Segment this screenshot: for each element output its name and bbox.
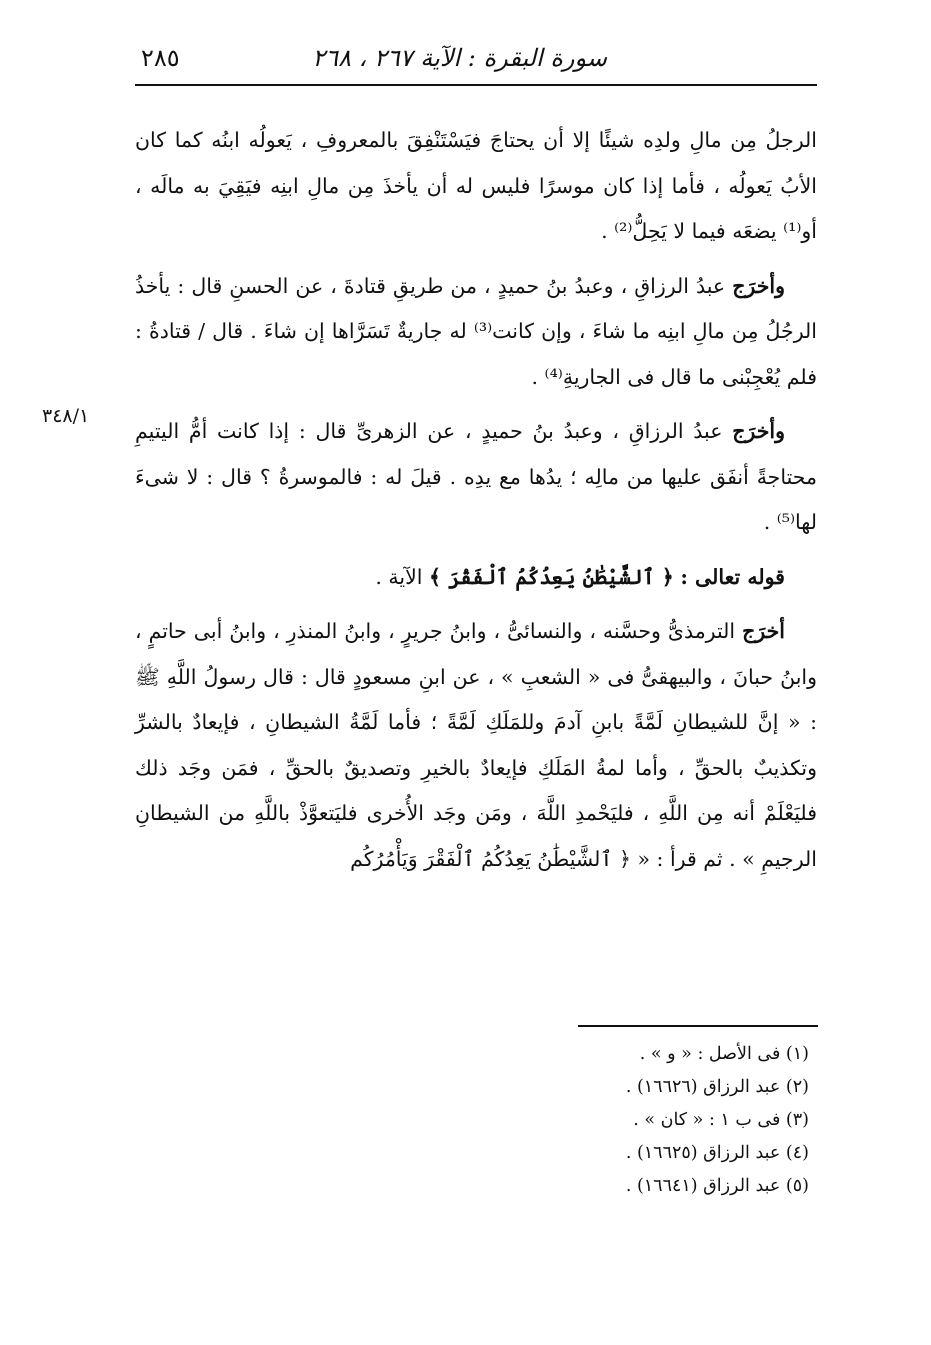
paragraph-qatada: وأخرَج عبدُ الرزاقِ ، وعبدُ بنُ حميدٍ ، من طريقِ قتادةَ ، عن الحسنِ قال : يأخذُ الرجُلُ مِن مالِ ابنِه ما شاءَ ، وإن كانت⁽³⁾ له جاريةٌ تَسَرَّاها إن شاءَ . قال / قتادةُ : فلم يُعْجِبْنى ما قال فى الجاريةِ⁽⁴⁾ . — [135, 273, 817, 389]
footnotes — [135, 1038, 817, 1203]
lead-word: وأخرَج — [732, 273, 785, 298]
verse-heading — [135, 555, 817, 601]
margin-reference: ٣٤٨/١ — [42, 405, 90, 427]
footnote-2: (٢) عبد الرزاق (١٦٦٢٦) . — [625, 1077, 809, 1097]
footnote-3: (٣) فى ب ١ : « كان » . — [633, 1110, 809, 1130]
running-title: سورة البقرة : الآية ٢٦٧ ، ٢٦٨ — [312, 44, 607, 72]
main-text — [135, 118, 817, 882]
paragraph-continuation: الرجلُ مِن مالِ ولدِه شيئًا إلا أن يحتاجَ فيَسْتَنْفِقَ بالمعروفِ ، يَعولُه ابنُه كما كان الأبُ يَعولُه ، فأما إذا كان موسرًا فليس له أن يأخذَ مِن مالِ ابنِه فيَقِيَ به مالَه ، أو⁽¹⁾ يضعَه فيما لا يَحِلُّ⁽²⁾ . — [135, 128, 817, 243]
footnote-4: (٤) عبد الرزاق (١٦٦٢٥) . — [625, 1143, 809, 1163]
paragraph-zuhri: وأخرَج عبدُ الرزاقِ ، وعبدُ بنُ حميدٍ ، عن الزهرىِّ قال : إذا كانت أمُّ اليتيمِ محتاجةً أنفَق عليها من مالِه ؛ يدُها مع يدِه . قيلَ له : فالموسرةُ ؟ قال : لا شىءَ لها⁽⁵⁾ . — [135, 419, 817, 534]
footnote-5: (٥) عبد الرزاق (١٦٦٤١) . — [625, 1176, 809, 1196]
heading-verse: ﴿ ٱلشَّيْطَٰنُ يَعِدُكُمُ ٱلْفَقْرَ ﴾ — [429, 564, 674, 589]
heading-intro: قوله تعالى : — [680, 564, 785, 589]
footnote-divider — [578, 1025, 818, 1027]
paragraph-hadith: أخرَج الترمذىُّ وحسَّنه ، والنسائىُّ ، وابنُ جريرٍ ، وابنُ المنذرِ ، وابنُ أبى حاتمٍ ، وابنُ حبانَ ، والبيهقىُّ فى « الشعبِ » ، عن ابنِ مسعودٍ قال : قال رسولُ اللَّهِ ﷺ : « إنَّ للشيطانِ لَمَّةً بابنِ آدمَ وللمَلَكِ لَمَّةً ؛ فأما لَمَّةُ الشيطانِ ، فإيعادٌ بالشرِّ وتكذيبٌ بالحقِّ ، وأما لمةُ المَلَكِ فإيعادٌ بالخيرِ وتصديقٌ بالحقِّ ، فمَن وجَد ذلك فليَعْلَمْ أنه مِن اللَّهِ ، فليَحْمدِ اللَّهَ ، ومَن وجَد الأُخرى فليَتعوَّذْ باللَّهِ من الشيطانِ الرجيمِ » . ثم قرأ : « ﴿ ٱلشَّيْطَٰنُ يَعِدُكُمُ ٱلْفَقْرَ وَيَأْمُرُكُم — [135, 619, 817, 871]
lead-word: وأخرَج — [732, 419, 785, 443]
page-header — [135, 40, 817, 86]
page-number: ٢٨٥ — [141, 44, 180, 72]
heading-tail: الآية . — [375, 564, 423, 589]
footnote-1: (١) فى الأصل : « و » . — [639, 1044, 809, 1064]
lead-word: أخرَج — [742, 619, 785, 643]
